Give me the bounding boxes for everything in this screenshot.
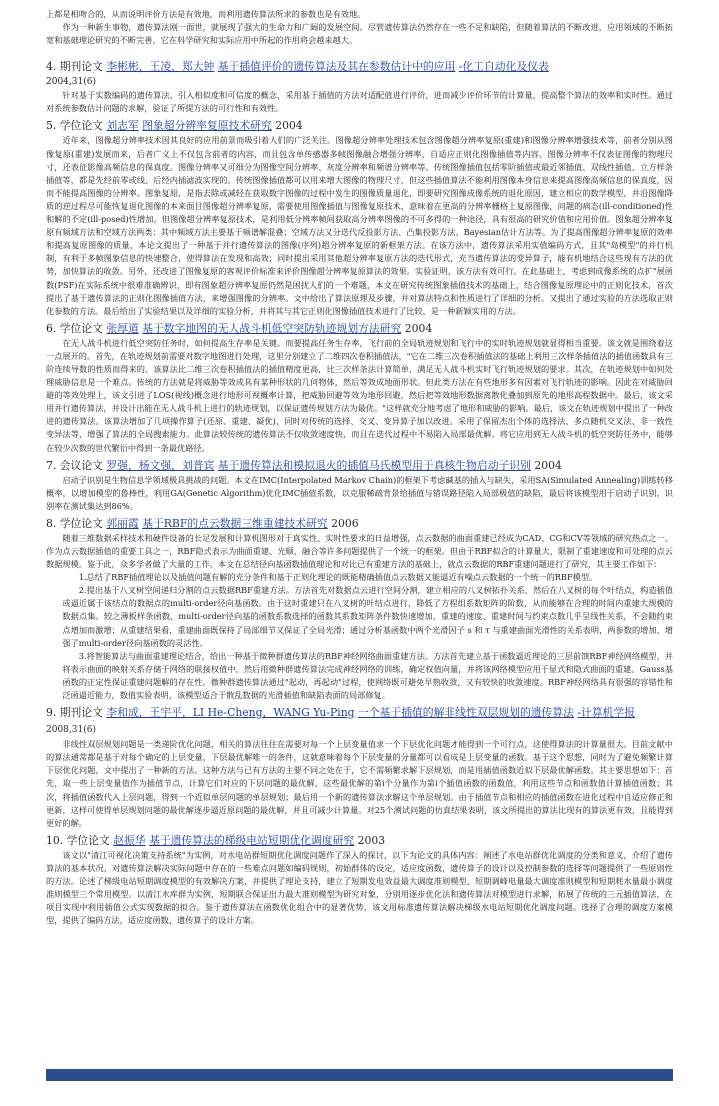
- entry-9-authors-link[interactable]: 李和成，王宇平，LI He-Cheng，WANG Yu-Ping: [106, 706, 355, 720]
- entry-8-abstract: 随着三维数据采样技术和硬件设备的长足发展和计算机图形对于真实性、实时性要求的日益增强，点云数据的曲面重建已经成为CAD、CG和CV等领域的研究热点之一。作为点云数据插值的重要工具之一，RBF隐式表示为曲面重建、光顺、融合等许多问题提供了一个统一的框架。但由于RBF拟合的计算量大，限制了重建速度和可处理的点云数据规模。鉴于此，众多学者做了大量的工作。本文在总结径向基函数插值理论和对比已有重建方法的基础上，就点云数据的RBF重建问题进行了研究，其主要工作如下：: [46, 532, 673, 570]
- entry-type: 期刊论文: [59, 706, 103, 720]
- entry-number: 8.: [46, 516, 57, 530]
- entry-8-title-link[interactable]: 基于RBF的点云数据三维重建技术研究: [142, 516, 328, 530]
- entry-7-title-link[interactable]: 基于遗传算法和模拟退火的插值马氏模型用于真核生物启动子识别: [217, 458, 531, 472]
- footer-bar: [46, 1069, 673, 1081]
- entry-6-authors-link[interactable]: 张厚道: [106, 321, 139, 335]
- entry-9-source-link[interactable]: -计算机学报: [577, 706, 636, 720]
- entry-5-abstract: 近年来，图像超分辨率技术因其良好的应用前景而吸引着人们的广泛关注。图像超分辨率处理技术包含图像超分辨率复原(重建)和图像分辨率增强技术等，前者分别从图像复原(重建)发展而来，后者广义上不仅包含前者的内容，而且包含单传感器多帧图像融合增强分辨率，自适应正则化图像插值等内容。图像分辨率不仅表征图像的物理尺寸，还表征影像高频信息的保真度。图像分辨率又可细分为图像空间分辨率、灰度分辨率和频谱分辨率等。传统图像插值包括零阶插值或最近邻插值、双线性插值、立方样条插值等，都是先经前零或线、后经内插滤波实现的。传统图像插值都可以用来增大图像的物理尺寸，但这些插值算法不能利用图像本身信息来提高图像高频信息的保真度，因而不能提高图像的分辨率。图象复原，是指去除或减轻在获取数字图像的过程中发生的图像质量退化，即要研究图像成像系统的退化原因，建立相应的数学模型，并沿图像降质的逆过程尽可能恢复退化图像的本来面目图像超分辨率复原，需要使用图像插值与图像复原技术，意味着在更高的分辨率栅格上复原图像，问题的病态(ill-conditioned)性和解的不定(ill-posed)性增加。但图像超分辨率复原技术，是利用低分辨率帧间获取高分辨率图像的不可多得的一种途径，具有很高的研究价值和应用价值。图象超分辨率复原有频域方法和空域方法两类：其中频域方法主要基于频谱解混叠；空域方法又分迭代反投影方法、凸集投影方法、Bayesian估计方法等。为了提高图像超分辨率复原的效率和提高复原图像的质量，本论文提出了一种基于并行遗传算法的图像(序列)超分辨率复原的新框架方法。在该方法中，遗传算法采用实值编码方式，且其"岛模型"的并行机制，有利于多帧图象信息的快速整合，使得算法在发现和高效；同时提出采用其他超分辨率复原方法的迭代形式，充当遗传算法的变异算子，能有机地结合这些现有方法的优势，加快算法的收敛。另外，还改进了图像复原的客观评价标准来评价图像超分辨率复原算法的效果。实验证明，该方法有效可行。在此基础上，考虑到成像系统的点扩"展函数(PSF)在实际系统中很难准确辨识，即有图象超分辨率复原仍然是困扰人们的一个难题，本文在研究传统图象插值技术的基础上，结合图像复原理论中的正则化技术，首次提出了基于遗传算法的正则化图像插值方法，来增强图像的分辨率。文中给出了算法原理及步骤，并对算法特点和性质进行了详细的分析。又提出了通过实验的方法选取正则化参数的方法。最后给出了实验结果以及详细的实验分析，并将其与其它正则化图像插值技术进行了比较，是一种新颖实用的方法。: [46, 135, 673, 316]
- entry-number: 10.: [46, 833, 64, 847]
- entry-8-item-3: 3.将智能算法与曲面重建理论结合，给出一种基于微种群遗传算法的RBF神经网络曲面重建方法。方法首先建立基于函数逼近理论的三层前馈RBF神经网络模型，并将表示曲面的映射关系存储于网络的联接权值中，然后用微种群遗传算法完成神经网络的训练，确定权值向量，并将该网络模型应用于显式和隐式曲面的重建。Gauss基函数的正定性保证重建问题解的存在性。微种群遗传算法通过"起动，再起动"过程，使网络既可避免早熟收敛，又有较快的收敛速度。RBF神经网络具有很强的容错性和泛函逼近能力，数值实验表明，该模型适合于散乱数据的光滑插值和缺陷表面的局部修复。: [62, 650, 673, 701]
- entry-7-authors-link[interactable]: 罗强，杨文强，刘普宾: [106, 458, 215, 472]
- entry-10-year: 2003: [357, 833, 386, 847]
- entry-type: 学位论文: [66, 833, 110, 847]
- entry-10-authors-link[interactable]: 赵振华: [113, 833, 146, 847]
- entry-7-abstract: 启动子识别是生物信息学领域极具挑战的问题。本文在IMC(Interpolated Markov Chain)的框架下考虑碱基的插入与缺失，采用SA(Simulated Annealing)训练转移概率，以增加模型的鲁棒性，利用GA(Genetic Algorithm)优化IMC插值系数，以克服稀疏背景给插值与错误路径陷入局部极值的缺陷，最后将该模型用于启动子识别，识别率在测试集达到86%。: [46, 474, 673, 511]
- intro-paragraph-1: 上都是相吻合的，从而说明评价方法是有效地，而利用遗传算法所求的参数也是有效地。: [46, 9, 366, 19]
- entry-number: 5.: [46, 119, 57, 133]
- entry-type: 会议论文: [59, 458, 103, 472]
- entry-number: 4.: [46, 60, 57, 74]
- entry-10-abstract: 该文以"清江可视化决策支持系统"为实例，对水电站群短期优化调度问题作了深入的探讨，以下为论文的具体内容：阐述了水电站群优化调度的分类和意义，介绍了遗传算法的基本状况，对遗传算法解决实际问题中存在的一些难点问题如编码规则，初始群体的设定，适应度函数，遗传算子的设计以及控制参数的选择等问题提供了一些原则性的方法。论述了梯级电站短期调度模型的有效解决方案，并提供了理论支持，建立了短期发电效益最大调度准则模型、短期调峰电量最大调度准则模型和短期耗水量最小调度准则模型三个常用模型。以清江水库群为实例，短期联合保证出力最大准则模型为研究对象，分别用逐步优化法和遗传算法对模型进行求解，拓展了传统的三元插值算法，在项目实现中利用插值公式实现数据的拟合。鉴于遗传算法在函数优化组合中的显著优势，该文用标准遗传算法解决梯级水电站短期优化调度问题。选择了合理的调度方案模型，提供了编码方法，适应度函数，遗传算子的设计方案。: [46, 849, 673, 926]
- entry-10-title: [46, 833, 673, 849]
- entry-type: 学位论文: [59, 321, 103, 335]
- entry-number: 7.: [46, 458, 57, 472]
- entry-number: 9.: [46, 706, 57, 720]
- entry-4-source: 2004,31(6): [46, 77, 96, 88]
- entry-type: 期刊论文: [59, 60, 103, 74]
- entry-6-abstract: 在无人战斗机进行低空突防任务时，如何提高生存率是关键。而要提高任务生存率，飞行前的全局轨迹规划和飞行中的实时轨迹规划就显得相当重要。该文就是围绕着这一点展开的。首先，在轨迹规划前需要对数字地图进行处理，这里分别建立了二维四次卷积插值法，"它在二维三次卷积插值法的基础上利用三次样条插值法的插值函数具有三阶连续导数的性质而得来的。该算法比二维三次卷积插值法的插值精度更高，比三次样条法计算简单，满足无人战斗机实时飞行轨迹规划的要求。其次，在轨迹规划中如何处理威胁信息是一个难点。传统的方法就是将威胁等效成具有某种形状的几何物体，然后等效成地面形状。但此类方法在有些地形多有因素对飞行轨迹的影响。因此在对威胁回避的等效处理上，该文引进了LOS(视线)概念进行地形可视概率计算，把威胁回避等效为地形回避，然后把等效地形数据离散化叠加到原先的地形高程数据中。最后，该文采用并行遗传算法，并设计出能在无人战斗机上进行的轨迹规划，以保证遗传规划方法为最优。"这样就充分地考虑了地形和威胁的影响。最后，该文在轨迹规划中提出了一种改进的遗传算法。该算法增加了几项操作算子(还原、重建、凝优)，同时对传统的选择、交叉、变异算子加以改进。采用了保留杰出个体的选择法、多点随机交叉法、非一致性变异法等，增强了算法的全局搜索能力。此算法较传统的遗传算法不仅收敛速度快，而且在迭代过程中不易陷入局部最优解。将它应用到无人战斗机的低空突防任务中，能够在较少次数的世代繁衍中得到一条最优路径。: [46, 337, 673, 453]
- entry-10-title-link[interactable]: 基于遗传算法的梯级电站短期优化调度研究: [149, 833, 355, 847]
- entry-9-source: 2008,31(6): [46, 725, 96, 736]
- entry-4-source-link[interactable]: -化工自动化及仪表: [458, 60, 549, 74]
- entry-4-title-link[interactable]: 基于插值评价的遗传算法及其在参数估计中的应用: [217, 60, 456, 74]
- entry-7-title: [46, 458, 673, 474]
- entry-5-title-link[interactable]: 图象超分辨率复原技术研究: [142, 119, 272, 133]
- entry-8-item-1: 1.总结了RBF插值理论以及插值问题有解的充分条件和基于正则化理论的既能精确插值点云数据又能逼近有噪点云数据的一个统一的RBF模型。: [78, 572, 598, 583]
- entry-6-title: [46, 321, 673, 337]
- entry-type: 学位论文: [59, 516, 103, 530]
- entry-type: 学位论文: [59, 119, 103, 133]
- entry-4-title: [46, 59, 673, 75]
- entry-5-year: 2004: [275, 119, 303, 133]
- entry-9-title: [46, 705, 673, 738]
- entry-4-authors-link[interactable]: 李彬彬，王凌，郑大钟: [106, 60, 215, 74]
- intro-paragraph-2: 作为一种新生事物，遗传算法刚一面世，就展现了强大的生命力和广阔的发展空间。尽管遗传算法仍然存在一些不足和缺陷，但随着算法的不断改进，应用领域的不断拓宽和基础理论研究的不断完善，它在科学研究和实际应用中所起的作用将会越来越大。: [46, 22, 673, 46]
- entry-9-abstract: 非线性双层规划问题是一类递阶优化问题，相关的算法往往在需要对每一个上层变量值求一个下层优化问题才能得到一个可行点，这使得算法的计算量很大。目前文献中的算法通常都是基于对每个确定的上层变量，下层最优解唯一的条件，这就意味着每个下层变量的分量都可以看成是上层变量的函数。基于这个思想，同时为了避免频繁计算下层优化问题，文中提出了一种新的方法。这种方法与已有方法的主要不同之处在于，它不需频繁求解下层规划，而是用插值函数近似下层最优解函数。其主要思想如下：首先，取一些上层变量值作为插值节点，计算它们对应的下层问题的最优解，这些最优解的第i个分量作为第i个插值函数的函数值，利用这些节点和函数值计算插值函数；其次，将插值函数代入上层问题，得到一个近似单层问题的单层规划；最后用一个新的遗传算法求解这个单层规划。由于插值节点和相应的插值函数在进化过程中自适应修正和更新，这样可使得单层规划问题的最优解逐步逼近原问题的最优解，并且可减少计算量。对25个测试问题的仿真结果表明，该文所提出的算法比现有的算法更有效，且能得到更好的解。: [46, 739, 673, 828]
- entry-8-authors-link[interactable]: 郭丽霞: [106, 516, 139, 530]
- entry-4-abstract: 针对基于实数编码的遗传算法，引入相似度和可信度的概念，采用基于插值的方法对适配值进行评价，进而减少评价环节的计算量，提高整个算法的效率和实时性。通过对系统参数估计问题的求解，验证了所提方法的可行性和有效性。: [46, 90, 673, 114]
- entry-9-title-link[interactable]: 一个基于插值的解非线性双层规划的遗传算法: [358, 706, 574, 720]
- entry-6-title-link[interactable]: 基于数字地图的无人战斗机低空突防轨迹规划方法研究: [142, 321, 402, 335]
- entry-7-year: 2004: [534, 458, 562, 472]
- entry-8-item-2: 2.提出基于八叉树空间递归分割的点云数据RBF重建方法。方法首先对数据点云进行空间分割，建立相应的八叉树拓扑关系，然后在八叉树的每个叶结点，构造插值或逼近属于该结点的数据点的multi-order径向基函数。由于这时重建只在八叉树的叶结点进行，降低了方程组系数矩阵的阶数，从而能够在合理的时间内重建大规模的数据点集。较之薄板样条函数，multi-order径向基的函数系数选择的函数其系数矩阵条件数快速增加，重建的速度、重建时间与约束点数几乎呈线性关系，不会随约束点增加而激增；从重建结果看，重建曲面既保持了局部细节又保证了全局光滑；通过分析基函数中两个光滑因子 s 和 τ 与重建曲面光滑性的关系表明，两参数的增加，增强了multi-order径向基函数的灵活性。: [62, 585, 673, 648]
- entry-8-title: [46, 516, 673, 532]
- entry-5-authors-link[interactable]: 刘志军: [106, 119, 139, 133]
- entry-number: 6.: [46, 321, 57, 335]
- entry-8-year: 2006: [331, 516, 359, 530]
- entry-6-year: 2004: [404, 321, 433, 335]
- entry-5-title: [46, 118, 673, 134]
